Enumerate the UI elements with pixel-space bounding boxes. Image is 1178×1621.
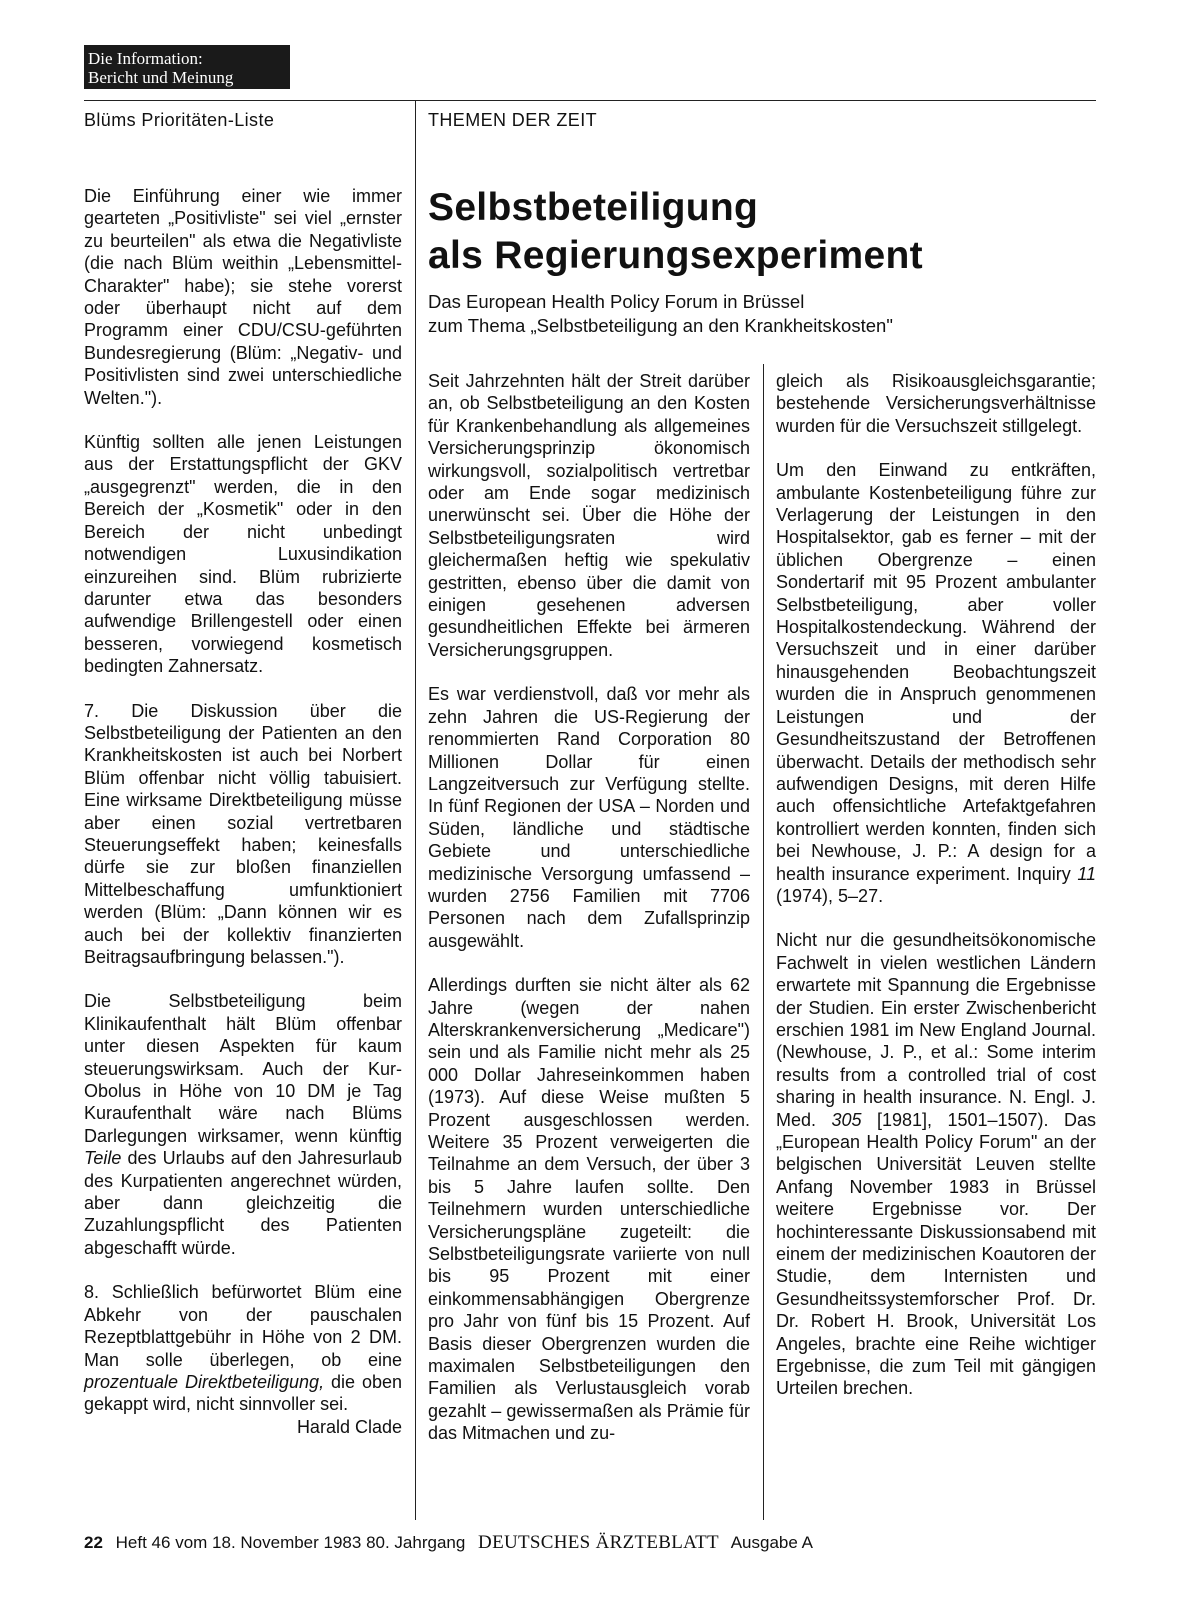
paragraph: 7. Die Diskussion über die Selbstbeteiligung der Patienten an den Krankheitskosten ist auch bei Norbert Blüm offenbar nicht völlig tabuisiert. Eine wirksame Direktbeteiligung müsse aber einen sozial vertretbaren Steuerungseffekt haben; keinesfalls dürfe sie zur bloßen finanziellen Mittelbeschaffung umfunktioniert werden (Blüm: „Dann können wir es auch bei der kollektiv finanzierten Beitragsaufbringung belassen."). [84, 700, 402, 967]
article-subtitle-line2: zum Thema „Selbstbeteiligung an den Krankheitskosten" [428, 315, 893, 336]
journal-name: DEUTSCHES ÄRZTEBLATT [478, 1532, 719, 1553]
paragraph [776, 929, 1096, 1400]
text-run: Um den Einwand zu entkräften, ambulante Kostenbeteiligung führe zur Verlagerung der Leistungen in den Hospitalsektor, gab es ferner – mit der üblichen Obergrenze – einen Sondertarif mit 95 Prozent ambulanter Selbstbeteiligung, aber voller Hospitalkostendeckung. Während der Versuchszeit und in einer darüber hinausgehenden Beobachtungszeit wurden die in Anspruch genommenen Leistungen und der Gesundheitszustand der Betroffenen überwacht. Details der methodisch sehr aufwendigen Designs, mit deren Hilfe auch offensichtliche Artefaktgefahren kontrolliert werden konnten, finden sich bei Newhouse, J. P.: A design for a health insurance experiment. Inquiry [776, 460, 1096, 884]
emphasis: prozentuale Direktbeteiligung, [84, 1371, 325, 1392]
section-label-line2: Bericht und Meinung [88, 68, 234, 87]
top-rule [84, 100, 1096, 101]
page-number: 22 [84, 1533, 103, 1552]
emphasis: 305 [831, 1109, 862, 1130]
emphasis: 11 [1077, 863, 1096, 884]
column-divider-right [763, 364, 764, 1520]
text-run: des Urlaubs auf den Jahresurlaub des Kurpatienten angerechnet würden, aber dann gleichzeitig die Zuzahlungspflicht des Patienten abgeschafft würde. [84, 1148, 402, 1258]
article-subtitle-line1: Das European Health Policy Forum in Brüssel [428, 291, 805, 312]
emphasis: Teile [84, 1148, 122, 1169]
author-signature: Harald Clade [296, 1416, 402, 1437]
text-column-1 [84, 185, 402, 1438]
edition-label: Ausgabe A [730, 1533, 813, 1552]
text-column-3 [776, 370, 1096, 1422]
paragraph: Allerdings durften sie nicht älter als 62 Jahre (wegen der nahen Alterskrankenversicherung „Medicare") sein und als Familie nicht mehr als 25 000 Dollar Jahreseinkommen haben (1973). Auf diese Weise mußten 5 Prozent ausgeschlossen werden. Weitere 35 Prozent verweigerten die Teilnahme an dem Versuch, der über 3 bis 5 Jahre laufen sollte. Den Teilnehmern wurden unterschiedliche Versicherungspläne zugeteilt: die Selbstbeteiligungsrate variierte von null bis 95 Prozent mit einer einkommensabhängigen Obergrenze pro Jahr von fünf bis 15 Prozent. Auf Basis dieser Obergrenzen wurden die maximalen Selbstbeteiligungen den Familien als Verlustausgleich vorab gezahlt – gewissermaßen als Prämie für das Mitmachen und zu- [428, 975, 750, 1444]
paragraph [776, 459, 1096, 907]
paragraph: Seit Jahrzehnten hält der Streit darüber an, ob Selbstbeteiligung an den Kosten für Krankenbehandlung als allgemeines Versicherungsprinzip ökonomisch wirkungsvoll, sozialpolitisch vertretbar oder am Ende sogar medizinisch unerwünscht sei. Über die Höhe der Selbstbeteiligungsraten wird gleichermaßen heftig wie spekulativ gestritten, ebenso über die damit von einigen gesehenen adversen gesundheitlichen Effekte bei ärmeren Versicherungsgruppen. [428, 371, 750, 660]
running-header-left: Blüms Prioritäten-Liste [84, 110, 275, 130]
text-column-2 [428, 370, 750, 1467]
article-title [428, 184, 1088, 280]
section-label-line1: Die Information: [88, 49, 203, 68]
text-run: Nicht nur die gesundheitsökonomische Fachwelt in vielen westlichen Ländern erwartete mit Spannung die Ergebnisse der Studien. Ein erster Zwischenbericht erschien 1981 im New England Journal. (Newhouse, J. P., et al.: Some interim results from a controlled trial of cost sharing in health insurance. N. Engl. J. Med. [776, 930, 1096, 1130]
issue-info: Heft 46 vom 18. November 1983 80. Jahrgang [115, 1533, 466, 1552]
paragraph [84, 990, 402, 1259]
article-title-line2: als Regierungsexperiment [428, 234, 923, 277]
paragraph: Es war verdienstvoll, daß vor mehr als zehn Jahren die US-Regierung der renommierten Rand Corporation 80 Millionen Dollar für einen Langzeitversuch zur Verfügung stellte. In fünf Regionen der USA – Norden und Süden, ländliche und städtische Gebiete und unterschiedliche medizinische Versorgung umfassend – wurden 2756 Familien mit 7706 Personen nach dem Zufallsprinzip ausgewählt. [428, 684, 750, 951]
column-divider-left [415, 100, 416, 1520]
running-header-right: THEMEN DER ZEIT [428, 110, 598, 130]
text-run: die oben gekappt wird, nicht sinnvoller sei. [84, 1371, 402, 1415]
text-run: [1981], 1501–1507). Das „European Health Policy Forum" an der belgischen Universität Leuven stellte Anfang November 1983 in Brüssel weitere Ergebnisse vor. Der hochinteressante Diskussionsabend mit einem der medizinischen Koautoren der Studie, dem Internisten und Gesundheitssystemforscher Prof. Dr. Dr. Robert H. Brook, Universität Los Angeles, brachte eine Reihe wichtiger Ergebnisse, die zum Teil mit gängigen Urteilen brechen. [776, 1109, 1096, 1399]
text-run: 8. Schließlich befürwortet Blüm eine Abkehr von der pauschalen Rezeptblattgebühr in Höhe von 2 DM. Man solle überlegen, ob eine [84, 1282, 402, 1370]
paragraph: Künftig sollten alle jenen Leistungen aus der Erstattungspflicht der GKV „ausgegrenzt" werden, die in den Bereich der „Kosmetik" oder in den Bereich der nicht unbedingt notwendigen Luxusindikation einzureihen sind. Blüm rubrizierte darunter etwa das besonders aufwendige Brillengestell oder einen besseren, vorwiegend kosmetisch bedingten Zahnersatz. [84, 432, 402, 677]
text-run: (1974), 5–27. [776, 885, 884, 906]
page-footer [84, 1532, 813, 1554]
article-subtitle [428, 290, 1088, 338]
paragraph [84, 1281, 402, 1437]
paragraph: gleich als Risikoausgleichsgarantie; bestehende Versicherungsverhältnisse wurden für die Versuchszeit stillgelegt. [776, 371, 1096, 436]
article-title-line1: Selbstbeteiligung [428, 186, 759, 229]
paragraph: Die Einführung einer wie immer gearteten „Positivliste" sei viel „ernster zu beurteilen" als etwa die Negativliste (die nach Blüm weithin „Lebensmittel-Charakter" habe); sie stehe vorerst oder überhaupt nicht auf dem Programm einer CDU/CSU-geführten Bundesregierung (Blüm: „Negativ- und Positivlisten sind zwei unterschiedliche Welten."). [84, 186, 402, 408]
section-label [84, 45, 290, 89]
text-run: Die Selbstbeteiligung beim Klinikaufenthalt hält Blüm offenbar unter diesen Aspekten für kaum steuerungswirksam. Auch der Kur-Obolus in Höhe von 10 DM je Tag Kuraufenthalt wäre nach Blüms Darlegungen wirksamer, wenn künftig [84, 991, 402, 1146]
